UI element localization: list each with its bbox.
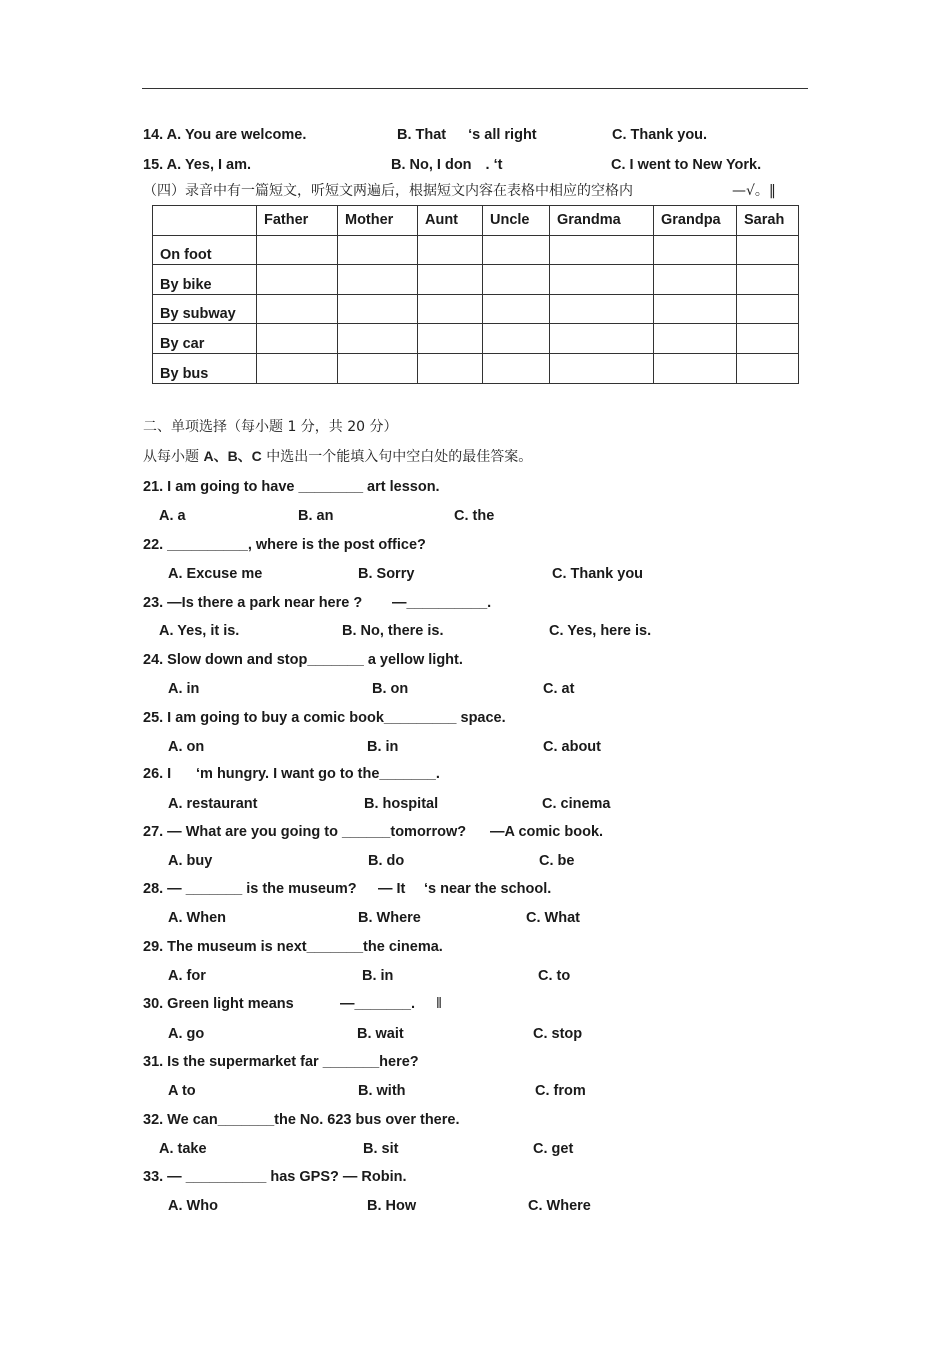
part4-instruction: （四）录音中有一篇短文，听短文两遍后，根据短文内容在表格中相应的空格内 [143, 183, 633, 199]
q24-option-b[interactable]: B. on [372, 681, 409, 697]
table-header-cell: Aunt [418, 206, 483, 236]
q28-option-a[interactable]: A. When [168, 910, 226, 926]
table-header-cell: Uncle [483, 206, 550, 236]
q22-option-c[interactable]: C. Thank you [552, 566, 644, 582]
question-30-mark: ‖ [436, 996, 442, 1012]
answer-cell[interactable] [737, 265, 799, 295]
answer-cell[interactable] [483, 294, 550, 324]
question-30-blank: —_______. [340, 996, 415, 1012]
q26-option-c[interactable]: C. cinema [542, 796, 611, 812]
q26-option-a[interactable]: A. restaurant [168, 796, 258, 812]
transport-table [152, 205, 799, 384]
q31-option-c[interactable]: C. from [535, 1083, 586, 1099]
q33-option-c[interactable]: C. Where [528, 1198, 591, 1214]
item-15-option-a: 15. A. Yes, I am. [143, 157, 252, 173]
question-26: 26. I [143, 766, 172, 782]
answer-cell[interactable] [418, 235, 483, 265]
q22-option-a[interactable]: A. Excuse me [168, 566, 263, 582]
question-27-reply: —A comic book. [490, 824, 604, 840]
q31-option-a[interactable]: A to [168, 1083, 196, 1099]
table-header-cell: Father [257, 206, 338, 236]
answer-cell[interactable] [483, 235, 550, 265]
answer-cell[interactable] [654, 265, 737, 295]
q25-option-b[interactable]: B. in [367, 739, 399, 755]
row-label: By subway [153, 294, 257, 324]
question-23-reply: —__________. [392, 595, 492, 611]
answer-cell[interactable] [338, 235, 418, 265]
question-32: 32. We can_______the No. 623 bus over there. [143, 1112, 460, 1128]
answer-cell[interactable] [737, 294, 799, 324]
question-26-rest: ‘m hungry. I want go to the_______. [196, 766, 440, 782]
answer-cell[interactable] [483, 353, 550, 383]
q29-option-c[interactable]: C. to [538, 968, 571, 984]
table-header-cell: Mother [338, 206, 418, 236]
q27-option-a[interactable]: A. buy [168, 853, 213, 869]
row-label: By bike [153, 265, 257, 295]
answer-cell[interactable] [550, 324, 654, 354]
table-header-cell [153, 206, 257, 236]
q29-option-a[interactable]: A. for [168, 968, 206, 984]
question-22: 22. __________, where is the post office? [143, 537, 426, 553]
answer-cell[interactable] [654, 324, 737, 354]
q30-option-a[interactable]: A. go [168, 1026, 205, 1042]
table-header-cell: Grandpa [654, 206, 737, 236]
question-31: 31. Is the supermarket far _______here? [143, 1054, 419, 1070]
q25-option-c[interactable]: C. about [543, 739, 601, 755]
q21-option-c[interactable]: C. the [454, 508, 495, 524]
answer-cell[interactable] [483, 265, 550, 295]
item-14-option-b: B. That ‘s all right [397, 127, 537, 143]
answer-cell[interactable] [257, 353, 338, 383]
answer-cell[interactable] [257, 265, 338, 295]
q21-option-b[interactable]: B. an [298, 508, 334, 524]
answer-cell[interactable] [737, 353, 799, 383]
q22-option-b[interactable]: B. Sorry [358, 566, 415, 582]
section2-title: 二、单项选择（每小题 1 分，共 20 分） [143, 419, 398, 435]
answer-cell[interactable] [654, 294, 737, 324]
answer-cell[interactable] [737, 324, 799, 354]
q32-option-b[interactable]: B. sit [363, 1141, 399, 1157]
answer-cell[interactable] [418, 353, 483, 383]
answer-cell[interactable] [338, 294, 418, 324]
q28-option-b[interactable]: B. Where [358, 910, 421, 926]
q30-option-b[interactable]: B. wait [357, 1026, 404, 1042]
answer-cell[interactable] [418, 324, 483, 354]
q24-option-c[interactable]: C. at [543, 681, 575, 697]
question-28-reply: — It [378, 881, 406, 897]
q28-option-c[interactable]: C. What [526, 910, 580, 926]
question-23: 23. —Is there a park near here ? [143, 595, 363, 611]
q21-option-a[interactable]: A. a [159, 508, 186, 524]
question-33: 33. — __________ has GPS? — Robin. [143, 1169, 407, 1185]
header-rule [142, 88, 808, 89]
q31-option-b[interactable]: B. with [358, 1083, 406, 1099]
answer-cell[interactable] [550, 265, 654, 295]
table-row [153, 353, 799, 383]
table-row [153, 265, 799, 295]
question-28-reply-rest: ‘s near the school. [424, 881, 552, 897]
q23-option-c[interactable]: C. Yes, here is. [549, 623, 652, 639]
answer-cell[interactable] [257, 324, 338, 354]
q32-option-a[interactable]: A. take [159, 1141, 207, 1157]
item-15-option-b: B. No, I don . ‘t [391, 157, 503, 173]
answer-cell[interactable] [654, 353, 737, 383]
question-28: 28. — _______ is the museum? [143, 881, 357, 897]
answer-cell[interactable] [257, 235, 338, 265]
answer-cell[interactable] [257, 294, 338, 324]
item-15-option-c: C. I went to New York. [611, 157, 762, 173]
item-14-option-a: 14. A. You are welcome. [143, 127, 307, 143]
q27-option-b[interactable]: B. do [368, 853, 405, 869]
question-30: 30. Green light means [143, 996, 294, 1012]
q30-option-c[interactable]: C. stop [533, 1026, 583, 1042]
q26-option-b[interactable]: B. hospital [364, 796, 439, 812]
answer-cell[interactable] [338, 324, 418, 354]
q27-option-c[interactable]: C. be [539, 853, 575, 869]
question-27: 27. — What are you going to ______tomorrow? [143, 824, 467, 840]
q24-option-a[interactable]: A. in [168, 681, 200, 697]
table-header-cell: Grandma [550, 206, 654, 236]
table-row [153, 294, 799, 324]
answer-cell[interactable] [338, 265, 418, 295]
question-24: 24. Slow down and stop_______ a yellow light. [143, 652, 463, 668]
item-14-option-c: C. Thank you. [612, 127, 708, 143]
answer-cell[interactable] [550, 294, 654, 324]
question-25: 25. I am going to buy a comic book_________ space. [143, 710, 506, 726]
row-label: By car [153, 324, 257, 354]
q23-option-b[interactable]: B. No, there is. [342, 623, 444, 639]
table-header-row [153, 206, 799, 236]
table-row [153, 235, 799, 265]
part4-mark: —√。‖ [732, 183, 776, 199]
row-label: By bus [153, 353, 257, 383]
answer-cell[interactable] [550, 235, 654, 265]
q29-option-b[interactable]: B. in [362, 968, 394, 984]
question-21: 21. I am going to have ________ art lesson. [143, 479, 440, 495]
answer-cell[interactable] [418, 294, 483, 324]
q25-option-a[interactable]: A. on [168, 739, 205, 755]
q33-option-a[interactable]: A. Who [168, 1198, 218, 1214]
q32-option-c[interactable]: C. get [533, 1141, 574, 1157]
answer-cell[interactable] [483, 324, 550, 354]
answer-cell[interactable] [737, 235, 799, 265]
q33-option-b[interactable]: B. How [367, 1198, 417, 1214]
section2-instruction: 从每小题 A、B、C 中选出一个能填入句中空白处的最佳答案。 [143, 448, 533, 465]
answer-cell[interactable] [654, 235, 737, 265]
answer-cell[interactable] [418, 265, 483, 295]
table-row [153, 324, 799, 354]
table-header-cell: Sarah [737, 206, 799, 236]
row-label: On foot [153, 235, 257, 265]
question-29: 29. The museum is next_______the cinema. [143, 939, 443, 955]
q23-option-a[interactable]: A. Yes, it is. [159, 623, 240, 639]
answer-cell[interactable] [550, 353, 654, 383]
answer-cell[interactable] [338, 353, 418, 383]
